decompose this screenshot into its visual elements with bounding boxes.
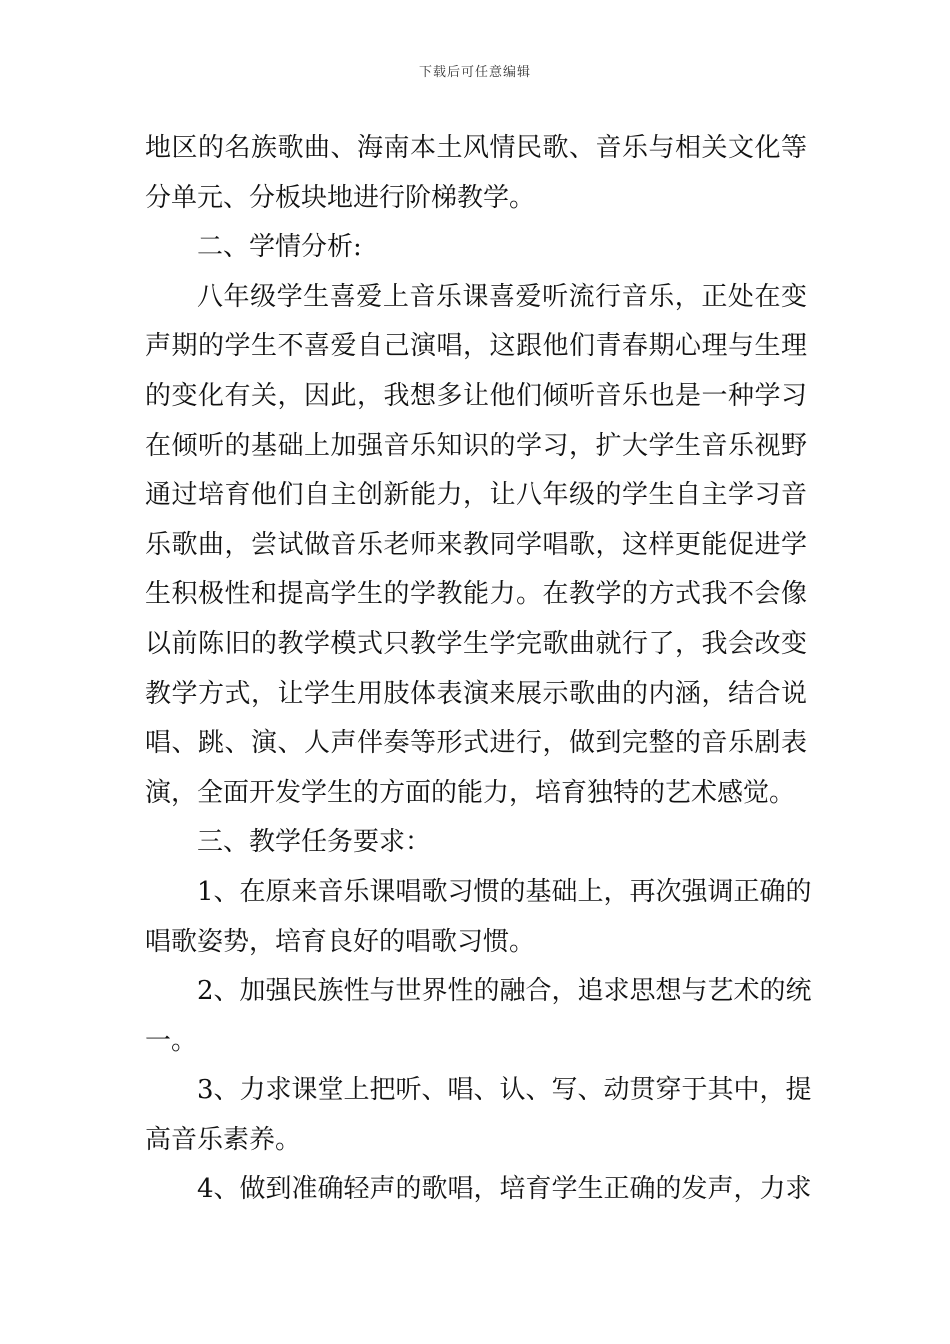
text-line: 高音乐素养。 <box>145 1124 302 1155</box>
text-line: 声期的学生不喜爱自己演唱，这跟他们青春期心理与生理 <box>145 331 807 362</box>
page-header: 下载后可任意编辑 <box>418 65 531 80</box>
section-heading: 二、学情分析: <box>197 232 362 263</box>
text-line: 八年级学生喜爱上音乐课喜爱听流行音乐，正处在变 <box>197 281 807 312</box>
text-line: 生积极性和提高学生的学教能力。在教学的方式我不会像 <box>145 579 807 610</box>
document-body <box>145 124 812 1215</box>
text-line: 地区的名族歌曲、海南本土风情民歌、音乐与相关文化等 <box>145 133 807 163</box>
text-line: 唱、跳、演、人声伴奏等形式进行，做到完整的音乐剧表 <box>145 728 807 759</box>
text-line: 唱歌姿势，培育良好的唱歌习惯。 <box>145 926 536 957</box>
text-line: 4、做到准确轻声的歌唱，培育学生正确的发声，力求 <box>197 1174 812 1205</box>
text-line: 的变化有关，因此，我想多让他们倾听音乐也是一种学习 <box>145 380 807 411</box>
text-line: 教学方式，让学生用肢体表演来展示歌曲的内涵，结合说 <box>145 678 807 709</box>
section-heading: 三、教学任务要求： <box>197 827 432 858</box>
text-line: 分单元、分板块地进行阶梯教学。 <box>145 182 536 213</box>
text-line: 在倾听的基础上加强音乐知识的学习，扩大学生音乐视野 <box>145 430 807 461</box>
text-line: 3、力求课堂上把听、唱、认、写、动贯穿于其中，提 <box>197 1075 812 1106</box>
text-line: 乐歌曲，尝试做音乐老师来教同学唱歌，这样更能促进学 <box>145 529 807 560</box>
text-line: 以前陈旧的教学模式只教学生学完歌曲就行了，我会改变 <box>145 628 807 659</box>
text-line: 一。 <box>145 1025 198 1056</box>
text-line: 通过培育他们自主创新能力，让八年级的学生自主学习音 <box>145 480 807 511</box>
text-line: 2、加强民族性与世界性的融合，追求思想与艺术的统 <box>197 976 812 1007</box>
text-line: 1、在原来音乐课唱歌习惯的基础上，再次强调正确的 <box>197 876 812 907</box>
text-line: 演，全面开发学生的方面的能力，培育独特的艺术感觉。 <box>145 777 796 808</box>
